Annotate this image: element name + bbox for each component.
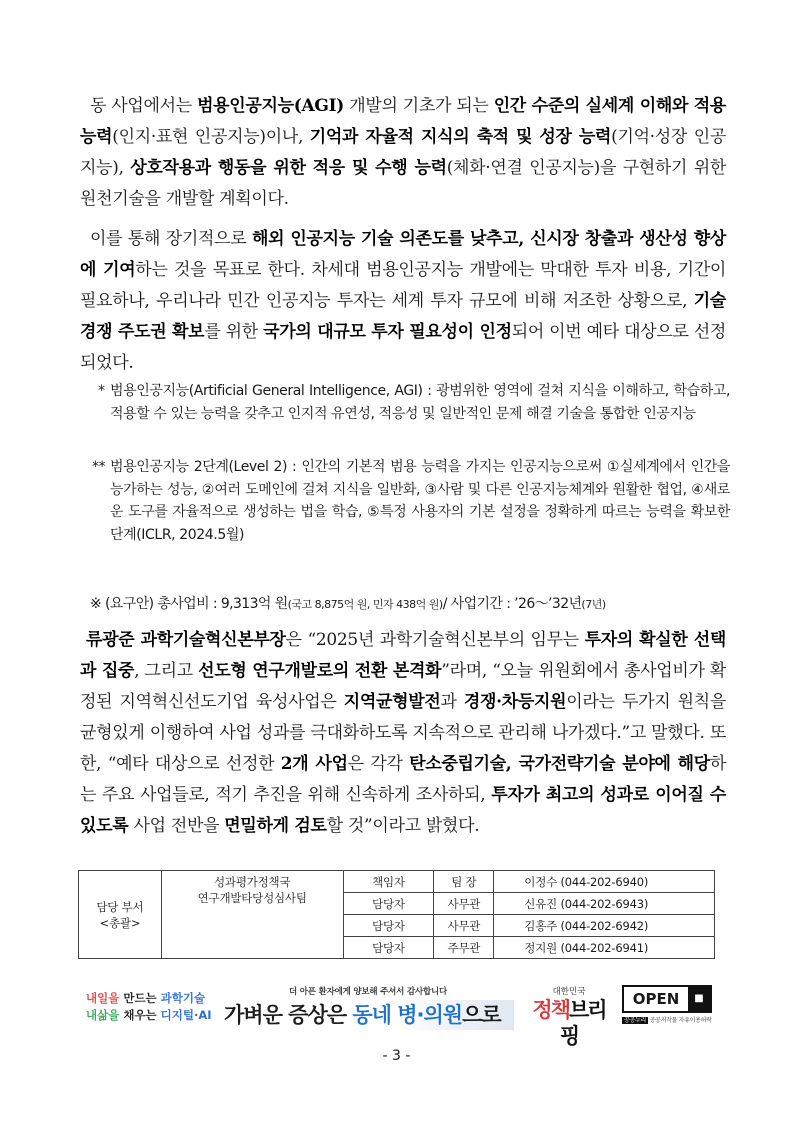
title-cell: 팀 장 — [434, 871, 494, 893]
body-text: 이를 통해 장기적으로 — [90, 229, 252, 249]
body-text: 하는 것을 목표로 한다. 차세대 범용인공지능 개발에는 막대한 투자 비용, 기간이 필요하나, 우리나라 민간 인공지능 투자는 세계 투자 규모에 비해 저조한 상황으로, — [80, 260, 726, 311]
emphasis-text: 지역균형발전 — [343, 692, 441, 712]
slogan-word: 채우는 — [119, 1008, 161, 1022]
title-cell: 사무관 — [434, 915, 494, 937]
footnote-text: 범용인공지능 2단계(Level 2) : 인간의 기본적 범용 능력을 가지는 인공지능으로써 ①실세계에서 인간을 능가하는 성능, ②여러 도메인에 걸쳐 지식을 일반화, ③사람 및 다른 인공지능체계와 원활한 협업, ④새로운 도구를 자율적으로 생성하는 법을 학습, ⑤특정 사용자의 기본 설정을 정확하게 따르는 능력을 확보한 단계(ICLR, 2024.5월) — [110, 459, 730, 543]
body-text: 하는 주요 사업들로, 적기 추진을 위해 신속하게 조사하되, — [80, 754, 726, 805]
person-cell: 신유진 (044-202-6943) — [494, 893, 715, 915]
footnote-marker: ** — [92, 459, 106, 475]
briefing-caption: 대한민국 — [552, 987, 586, 997]
body-text: 개발의 기초가 되는 — [344, 96, 494, 116]
slogan-banner — [86, 985, 214, 1036]
footnote-text: 범용인공지능(Artificial General Intelligence, AGI) : 광범위한 영역에 걸쳐 지식을 이해하고, 학습하고, 적용할 수 있는 능력을 갖추고 인지적 유연성, 적응성 및 일반적인 문제 해결 기술을 통합한 인공지능 — [110, 383, 730, 422]
footnote-agi-definition — [98, 380, 738, 450]
body-text: 사업 전반을 — [128, 816, 225, 836]
open-label: OPEN — [632, 990, 680, 1008]
body-text: , 그리고 — [134, 661, 199, 681]
org-cell — [161, 871, 343, 959]
body-text: ”라며, “오늘 위원회에서 총사업비가 확정된 지역혁신선도기업 육성사업은 — [80, 661, 726, 712]
title-cell: 주무관 — [434, 937, 494, 959]
slogan-word: 과학기술 — [160, 991, 206, 1005]
emphasis-text: 범용인공지능(AGI) — [197, 96, 345, 116]
lock-icon: ■ — [688, 987, 710, 1011]
person-cell: 김홍주 (044-202-6942) — [494, 915, 715, 937]
slogan-word: 내삶을 — [86, 1008, 120, 1022]
emphasis-text: 인간 수준의 실세계 이해와 적용 능력 — [80, 96, 726, 147]
footnote-agi-level2 — [92, 456, 738, 576]
budget-detail: (국고 8,875억 원, 민자 438억 원) — [287, 598, 443, 611]
body-text: 할 것”이라고 밝혔다. — [326, 816, 480, 836]
license-text: 공공누리 공공저작물 자유이용허락 — [624, 1017, 712, 1024]
project-period: / 사업기간 : ’26～’32년 — [442, 596, 582, 612]
page-number: - 3 - — [382, 1048, 411, 1064]
person-cell: 정지원 (044-202-6941) — [494, 937, 715, 959]
body-text: 를 위한 — [204, 322, 264, 342]
role-cell: 책임자 — [343, 871, 434, 893]
person-cell: 이정수 (044-202-6940) — [494, 871, 715, 893]
emphasis-text: 투자가 최고의 성과로 이어질 수 있도록 — [80, 785, 726, 836]
open-license-badge — [622, 985, 712, 1031]
emphasis-text: 기억과 자율적 지식의 축적 및 성장 능력 — [309, 127, 612, 147]
dept-sub: <총괄> — [99, 915, 141, 930]
body-text: (체화·연결 인공지능)을 구현하기 위한 원천기술을 개발할 계획이다. — [80, 158, 726, 209]
body-text: 이라는 두가지 원칙을 균형있게 이행하여 사업 성과를 극대화하도록 지속적으로 관리해 나가겠다.”고 말했다. 또한, “예타 대상으로 선정한 — [80, 692, 726, 774]
org-name: 성과평가정책국 — [214, 875, 291, 889]
campaign-headline: 가벼운 증상은 동네 병·의원으로 — [222, 1000, 514, 1030]
emphasis-text: 2개 사업 — [280, 754, 348, 774]
emphasis-text: 투자의 확실한 선택과 집중 — [80, 630, 726, 681]
title-cell: 사무관 — [434, 893, 494, 915]
briefing-wordmark: 정책브리핑 — [532, 998, 606, 1048]
emphasis-text: 상호작용과 행동을 위한 적응 및 수행 능력 — [130, 158, 447, 178]
emphasis-text: 탄소중립기술, 국가전략기술 분야에 해당 — [409, 754, 710, 774]
role-cell: 담당자 — [343, 893, 434, 915]
slogan-word: 만드는 — [119, 991, 161, 1005]
paragraph-agi-plan — [80, 91, 726, 215]
team-name: 연구개발타당성심사팀 — [197, 891, 307, 905]
emphasis-text: 해외 인공지능 기술 의존도를 낮추고, 신시장 창출과 생산성 향상에 기여 — [80, 229, 726, 280]
table-row — [79, 871, 715, 893]
budget-summary — [90, 593, 750, 613]
dept-cell — [79, 871, 162, 959]
body-text: 동 사업에서는 — [90, 96, 198, 116]
emphasis-text: 경쟁·차등지원 — [463, 692, 567, 712]
role-cell: 담당자 — [343, 915, 434, 937]
body-text: 되어 이번 예타 대상으로 선정되었다. — [80, 322, 727, 373]
emphasis-text: 기술경쟁 주도권 확보 — [80, 291, 726, 342]
emphasis-text: 국가의 대규모 투자 필요성이 인정 — [263, 322, 512, 342]
paragraph-goal — [80, 224, 726, 379]
open-logo — [622, 985, 712, 1013]
slogan-word: 내일을 — [86, 991, 120, 1005]
paragraph-quote — [80, 625, 726, 842]
policy-briefing-logo — [524, 985, 614, 1048]
project-period-note: (7년) — [581, 598, 606, 611]
body-text: 은 “2025년 과학기술혁신본부의 임무는 — [285, 630, 585, 650]
campaign-caption: 더 아픈 환자에게 양보해 주셔서 감사합니다 — [289, 987, 447, 997]
budget-total: ※ (요구안) 총사업비 : 9,313억 원 — [90, 596, 288, 612]
footnote-marker: * — [98, 383, 105, 399]
role-cell: 담당자 — [343, 937, 434, 959]
contact-table — [78, 870, 715, 959]
emphasis-text: 류광준 과학기술혁신본부장 — [86, 630, 286, 650]
body-text: 과 — [440, 692, 464, 712]
body-text: 은 각각 — [347, 754, 410, 774]
slogan-word: 디지털·AI — [160, 1008, 212, 1022]
dept-label: 담당 부서 — [96, 899, 144, 914]
campaign-banner — [222, 985, 514, 1031]
emphasis-text: 선도형 연구개발로의 전환 본격화 — [198, 661, 442, 681]
body-text: (기억·성장 인공지능), — [80, 127, 726, 178]
body-text: (인지·표현 인공지능)이나, — [112, 127, 310, 147]
emphasis-text: 면밀하게 검토 — [224, 816, 327, 836]
